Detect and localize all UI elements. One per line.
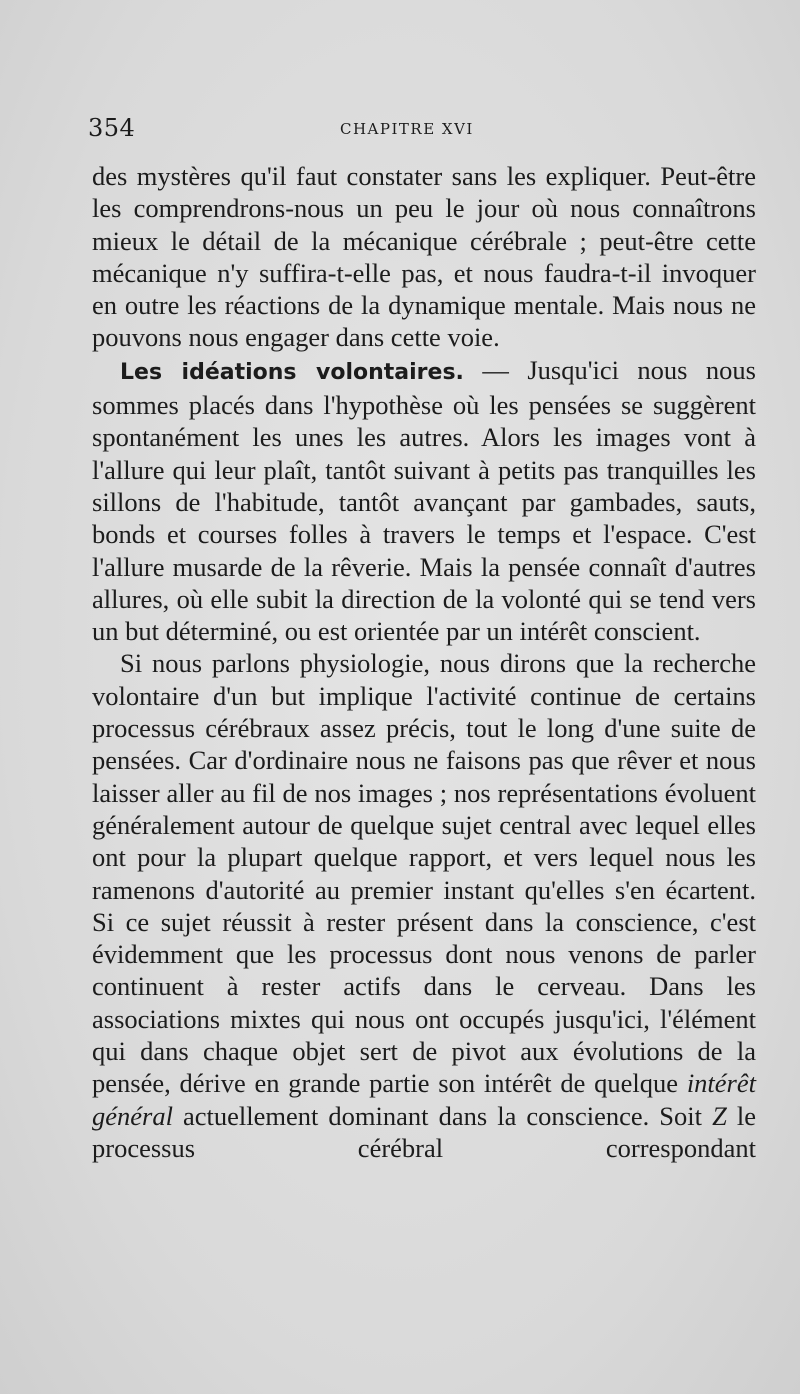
section-heading: Les idéations volontaires. bbox=[120, 359, 464, 385]
page-header bbox=[88, 112, 748, 148]
paragraph-text: le processus cérébral correspondant bbox=[92, 1100, 757, 1163]
body-text bbox=[92, 160, 756, 1164]
running-head: CHAPITRE XVI bbox=[340, 120, 474, 138]
italic-term: intérêt général bbox=[92, 1068, 756, 1131]
page-number: 354 bbox=[88, 114, 136, 142]
paragraph-text: actuellement dominant dans la conscience. Soit bbox=[172, 1100, 713, 1131]
paragraph-text: Si nous parlons physiologie, nous dirons que la recherche volontaire d'un but implique l'activité continue de certains processus cérébraux assez précis, tout le long d'une suite de pensées. Car d'ordinaire nous ne faisons pas que rêver et nous laisser aller au fil de nos images ; nos représentations évoluent généralement autour de quelque sujet central avec lequel elles ont pour la plupart quelque rapport, et vers lequel nous les ramenons d'autorité au premier instant qu'elles s'en écartent. Si ce sujet réussit à rester présent dans la conscience, c'est évidemment que les processus dont nous venons de parler continuent à rester actifs dans le cerveau. Dans les associations mixtes qui nous ont occupés jusqu'ici, l'élément qui dans chaque objet sert de pivot aux évolutions de la pensée, dérive en grande partie son intérêt de quelque bbox=[92, 648, 756, 1099]
paragraph bbox=[92, 354, 756, 648]
paragraph bbox=[92, 647, 756, 1164]
paragraph: des mystères qu'il faut constater sans les expliquer. Peut-être les comprendrons-nous un peu le jour où nous connaîtrons mieux le détail de la mécanique cérébrale ; peut-être cette mécanique n'y suffira-t-elle pas, et nous faudra-t-il invoquer en outre les réactions de la dynamique mentale. Mais nous ne pouvons nous engager dans cette voie. bbox=[92, 161, 756, 353]
math-variable: Z bbox=[712, 1100, 727, 1131]
paragraph-text: — Jusqu'ici nous nous sommes placés dans l'hypothèse où les pensées se suggèrent spontanément les unes les autres. Alors les images vont à l'allure qui leur plaît, tantôt suivant à petits pas tranquilles les sillons de l'habitude, tantôt avançant par gambades, sauts, bonds et courses folles à travers le temps et l'espace. C'est l'allure musarde de la rêverie. Mais la pensée connaît d'autres allures, où elle subit la direction de la volonté qui se tend vers un but déterminé, ou est orientée par un intérêt conscient. bbox=[92, 354, 756, 647]
